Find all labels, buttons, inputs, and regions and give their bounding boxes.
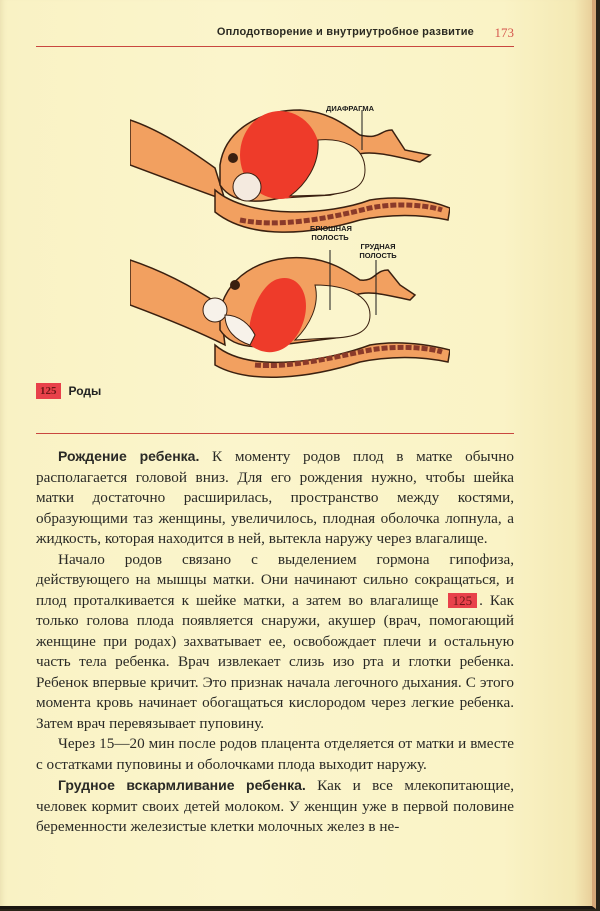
figure-reference-badge[interactable]: 125 xyxy=(448,593,478,608)
label-abdominal-cavity: БРЮШНАЯ ПОЛОСТЬ xyxy=(310,224,352,242)
heading-breastfeeding: Грудное вскармливание ребенка. xyxy=(58,777,306,793)
paragraph-placenta: Через 15—20 мин после родов плацента отделяется от матки и вместе с остатками пуповины и оболочками плода выходит наружу. xyxy=(36,735,514,773)
bottom-diagram xyxy=(130,250,450,377)
figure-caption-title: Роды xyxy=(68,384,102,398)
section-divider xyxy=(36,433,514,434)
childbirth-diagram-icon xyxy=(130,90,450,390)
childbirth-illustration xyxy=(130,90,450,390)
page-number: 173 xyxy=(494,25,514,40)
heading-birth: Рождение ребенка. xyxy=(58,448,200,464)
page-header xyxy=(36,22,514,47)
top-diagram xyxy=(130,110,450,232)
article-body xyxy=(36,446,514,838)
paragraph-birth: Рождение ребенка. К моменту родов плод в матке обычно располагается головой вниз. Для его рождения нужно, чтобы шейка матки достаточно расширилась, пространство между костями, образующими таз женщины, увеличилось, плодная оболочка лопнула, а жидкость, которая находится в ней, вытекла наружу через влагалище. xyxy=(36,448,514,547)
paragraph-labor: Начало родов связано с выделением гормона гипофиза, действующего на мышцы матки. Они начинают сильно сокращаться, и плод проталкивается к шейке матки, а затем во влагалище 125 . Как только голова плода появляется снаружи, акушер (врач, помогающий женщине при родах) захватывает ее, освобождает плечи и остальную часть тела ребенка. Врач извлекает слизь изо рта и глотки ребенка. Ребенок впервые кричит. Это признак начала легочного дыхания. С этого момента кровь начинает обогащаться кислородом через легкие ребенка. Затем врач перевязывает пуповину. xyxy=(36,550,514,732)
label-diaphragm: ДИАФРАГМА xyxy=(326,104,375,113)
label-thoracic-cavity: ГРУДНАЯ ПОЛОСТЬ xyxy=(359,242,397,260)
figure-caption xyxy=(36,382,101,400)
figure-number-badge: 125 xyxy=(36,383,61,399)
paragraph-breastfeeding: Грудное вскармливание ребенка. Как и все млекопитающие, человек кормит своих детей молоком. У женщин уже в первой половине беременности железистые клетки молочных желез в не- xyxy=(36,777,514,835)
running-title: Оплодотворение и внутриутробное развитие xyxy=(216,26,474,38)
